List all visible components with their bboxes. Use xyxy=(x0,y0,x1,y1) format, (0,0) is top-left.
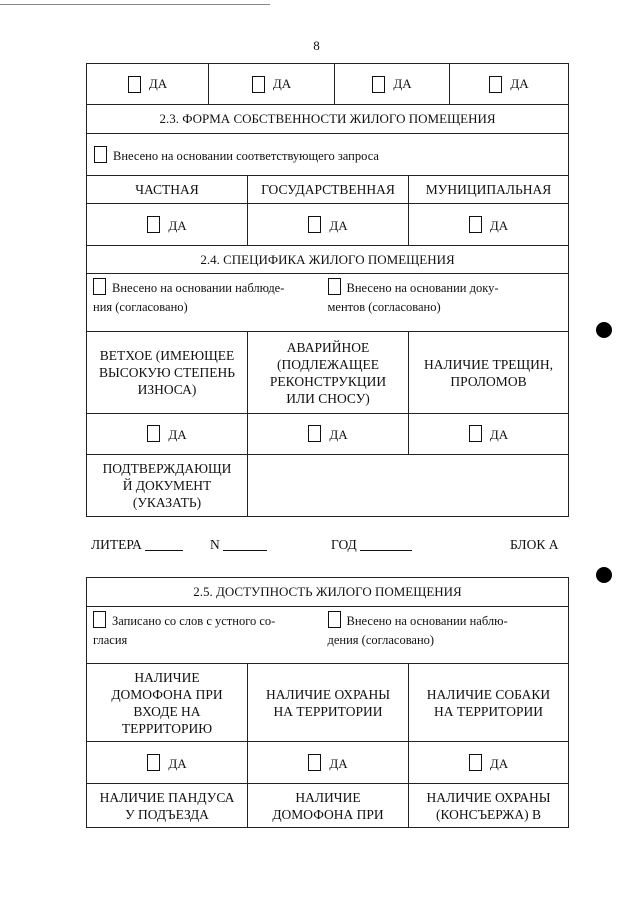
document-label xyxy=(87,455,248,517)
header-line: ВХОДЕ НА xyxy=(133,703,201,719)
yes-cell xyxy=(87,204,248,246)
column-header xyxy=(248,332,409,414)
checkbox[interactable] xyxy=(328,611,341,628)
section-2-4-title: 2.4. СПЕЦИФИКА ЖИЛОГО ПОМЕЩЕНИЯ xyxy=(87,246,569,274)
litera-line xyxy=(91,537,183,553)
header-line: ДОМОФОНА ПРИ xyxy=(111,686,223,702)
note-text: дения (согласовано) xyxy=(327,633,435,647)
header-line: НАЛИЧИЕ ТРЕЩИН, xyxy=(423,356,554,372)
column-header xyxy=(87,664,248,742)
yes-cell xyxy=(87,742,248,784)
header-line: ИЗНОСА) xyxy=(137,382,197,397)
yes-label: ДА xyxy=(168,755,187,771)
header-line: (КОНСЪЕРЖА) В xyxy=(435,806,542,822)
note-text: Записано со слов с устного со- xyxy=(112,614,276,628)
yes-cell xyxy=(209,64,335,104)
yes-label: ДА xyxy=(393,76,412,91)
header-line: НАЛИЧИЕ xyxy=(134,669,200,685)
checkbox[interactable] xyxy=(469,425,482,442)
header-line: НА ТЕРРИТОРИИ xyxy=(434,703,543,719)
column-header xyxy=(409,332,569,414)
section-2-5-title: 2.5. ДОСТУПНОСТЬ ЖИЛОГО ПОМЕЩЕНИЯ xyxy=(87,578,569,607)
checkbox[interactable] xyxy=(469,754,482,771)
checkbox[interactable] xyxy=(147,754,160,771)
checkbox[interactable] xyxy=(147,425,160,442)
checkbox[interactable] xyxy=(489,76,502,93)
header-line: НАЛИЧИЕ xyxy=(295,789,361,805)
yes-label: ДА xyxy=(489,217,509,233)
yes-cell xyxy=(409,204,569,246)
document-input[interactable] xyxy=(248,455,569,517)
column-header: ЧАСТНАЯ xyxy=(87,176,248,204)
header-line: (ПОДЛЕЖАЩЕЕ xyxy=(277,356,379,372)
header-line: ДОМОФОНА ПРИ xyxy=(272,806,384,822)
yes-label: ДА xyxy=(329,427,348,442)
checkbox[interactable] xyxy=(372,76,385,93)
checkbox[interactable] xyxy=(93,611,106,628)
top-rule xyxy=(0,4,270,5)
note-text: ния (согласовано) xyxy=(93,300,188,314)
checkbox[interactable] xyxy=(93,278,106,295)
checkbox[interactable] xyxy=(308,425,321,442)
header-line: ВЫСОКУЮ СТЕПЕНЬ xyxy=(98,365,236,380)
yes-label: ДА xyxy=(329,755,348,771)
number-label: N xyxy=(210,537,220,552)
yes-label: ДА xyxy=(489,755,509,771)
yes-cell xyxy=(248,414,409,455)
yes-cell xyxy=(409,414,569,455)
year-blank[interactable] xyxy=(360,538,412,551)
yes-label: ДА xyxy=(329,217,348,233)
checkbox[interactable] xyxy=(328,278,341,295)
punch-hole xyxy=(596,567,612,583)
yes-label: ДА xyxy=(168,427,187,442)
section-2-3-note-cell xyxy=(87,134,569,176)
note-text: Внесено на основании наблю- xyxy=(346,614,508,628)
section-2-5-note-cell xyxy=(87,607,569,664)
note-text: Внесено на основании наблюде- xyxy=(112,281,285,295)
checkbox[interactable] xyxy=(147,216,160,233)
label-line: ПОДТВЕРЖДАЮЩИ xyxy=(102,461,232,476)
note-text: гласия xyxy=(93,633,128,647)
section-2-3-note: Внесено на основании соответствующего запроса xyxy=(113,149,379,163)
punch-hole xyxy=(596,322,612,338)
header-line: АВАРИЙНОЕ xyxy=(286,339,370,355)
page-number: 8 xyxy=(313,38,320,53)
yes-label: ДА xyxy=(510,76,529,91)
year-line xyxy=(331,537,412,553)
yes-cell xyxy=(409,742,569,784)
header-line: ПРОЛОМОВ xyxy=(450,373,527,389)
label-line: (УКАЗАТЬ) xyxy=(132,495,202,510)
yes-label: ДА xyxy=(168,217,187,233)
note-text: ментов (согласовано) xyxy=(327,300,441,314)
table-top xyxy=(86,63,569,517)
yes-label: ДА xyxy=(148,76,168,91)
checkbox[interactable] xyxy=(469,216,482,233)
header-line: ВЕТХОЕ (ИМЕЮЩЕЕ xyxy=(99,348,235,363)
yes-cell xyxy=(87,414,248,455)
yes-label: ДА xyxy=(272,76,292,91)
litera-label: ЛИТЕРА xyxy=(91,537,142,552)
yes-cell xyxy=(248,204,409,246)
header-line: НАЛИЧИЕ СОБАКИ xyxy=(426,686,551,702)
number-line xyxy=(210,537,267,553)
section-2-4-note-cell xyxy=(87,274,569,332)
checkbox[interactable] xyxy=(308,754,321,771)
column-header: МУНИЦИПАЛЬНАЯ xyxy=(409,176,569,204)
header-line: РЕКОНСТРУКЦИИ xyxy=(269,373,387,389)
checkbox[interactable] xyxy=(128,76,141,93)
number-blank[interactable] xyxy=(223,538,267,551)
year-label: ГОД xyxy=(331,537,357,552)
header-line: У ПОДЪЕЗДА xyxy=(125,806,209,822)
header-line: НАЛИЧИЕ ПАНДУСА xyxy=(99,789,235,805)
note-text: Внесено на основании доку- xyxy=(346,281,499,295)
label-line: Й ДОКУМЕНТ xyxy=(122,478,212,493)
section-2-3-title: 2.3. ФОРМА СОБСТВЕННОСТИ ЖИЛОГО ПОМЕЩЕНИЯ xyxy=(87,105,569,134)
header-line: НА ТЕРРИТОРИИ xyxy=(273,703,383,719)
yes-cell xyxy=(335,64,450,104)
header-line: НАЛИЧИЕ ОХРАНЫ xyxy=(265,686,391,702)
column-header xyxy=(409,784,569,828)
header-line: ТЕРРИТОРИЮ xyxy=(121,720,213,736)
yes-cell xyxy=(248,742,409,784)
litera-blank[interactable] xyxy=(145,538,183,551)
checkbox[interactable] xyxy=(94,146,107,163)
column-header xyxy=(87,784,248,828)
checkbox[interactable] xyxy=(308,216,321,233)
column-header xyxy=(248,784,409,828)
yes-cell xyxy=(450,64,568,104)
column-header: ГОСУДАРСТВЕННАЯ xyxy=(248,176,409,204)
checkbox[interactable] xyxy=(252,76,265,93)
header-line: ИЛИ СНОСУ) xyxy=(286,390,370,406)
column-header xyxy=(409,664,569,742)
block-label: БЛОК А xyxy=(510,537,559,552)
column-header xyxy=(87,332,248,414)
yes-cell xyxy=(87,64,209,104)
column-header xyxy=(248,664,409,742)
header-line: НАЛИЧИЕ ОХРАНЫ xyxy=(426,789,551,805)
table-2-5 xyxy=(86,577,569,828)
yes-label: ДА xyxy=(489,427,509,442)
